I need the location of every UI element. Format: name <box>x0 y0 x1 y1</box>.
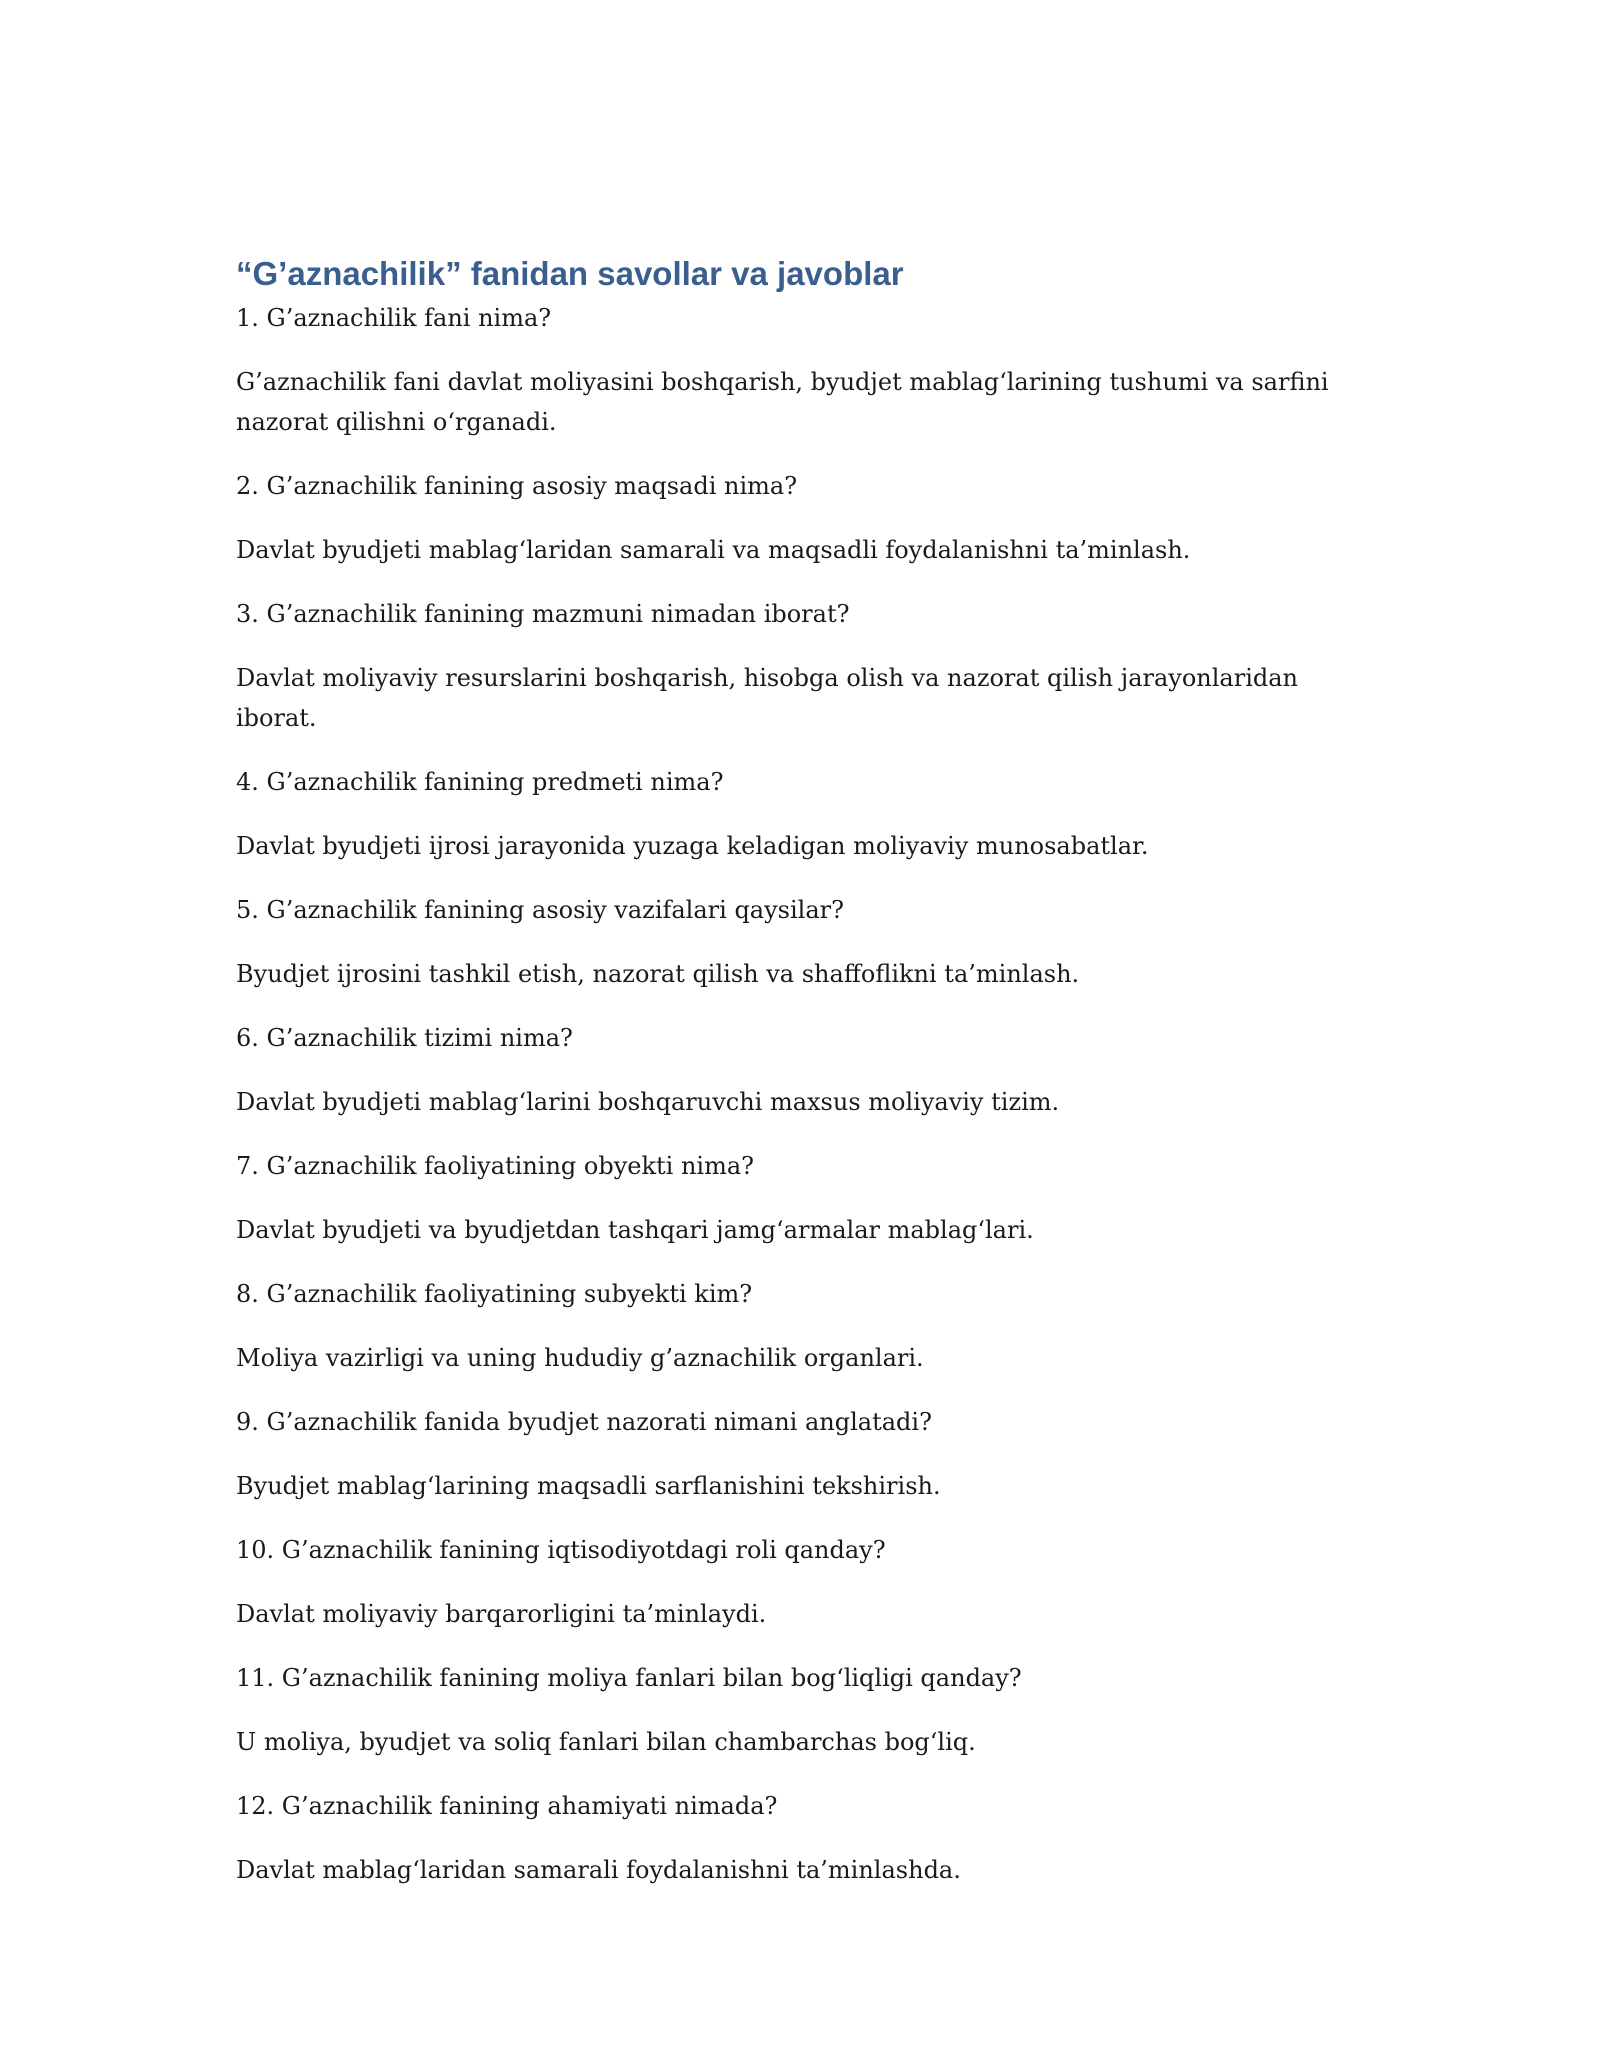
answer-9: Byudjet mablag‘larining maqsadli sarflanishini tekshirish. <box>236 1472 941 1500</box>
answer-1: G’aznachilik fani davlat moliyasini boshqarish, byudjet mablag‘larining tushumi va sarfini nazorat qilishni o‘rganadi. <box>236 368 1329 436</box>
answer-8: Moliya vazirligi va uning hududiy g’aznachilik organlari. <box>236 1344 924 1372</box>
qa-item-6 <box>236 1018 1386 1122</box>
qa-item-8 <box>236 1274 1386 1378</box>
qa-item-4 <box>236 762 1386 866</box>
question-9: 9. G’aznachilik fanida byudjet nazorati nimani anglatadi? <box>236 1408 932 1436</box>
qa-item-11 <box>236 1658 1386 1762</box>
qa-item-2 <box>236 466 1386 570</box>
qa-list <box>236 298 1386 1890</box>
answer-10: Davlat moliyaviy barqarorligini ta’minlaydi. <box>236 1600 767 1628</box>
question-10: 10. G’aznachilik fanining iqtisodiyotdagi roli qanday? <box>236 1536 886 1564</box>
question-3: 3. G’aznachilik fanining mazmuni nimadan iborat? <box>236 600 850 628</box>
question-7: 7. G’aznachilik faoliyatining obyekti nima? <box>236 1152 755 1180</box>
question-5: 5. G’aznachilik fanining asosiy vazifalari qaysilar? <box>236 896 844 924</box>
answer-11: U moliya, byudjet va soliq fanlari bilan chambarchas bog‘liq. <box>236 1728 976 1756</box>
qa-item-7 <box>236 1146 1386 1250</box>
document-page <box>236 252 1386 1914</box>
question-2: 2. G’aznachilik fanining asosiy maqsadi nima? <box>236 472 798 500</box>
answer-5: Byudjet ijrosini tashkil etish, nazorat qilish va shaffoflikni ta’minlash. <box>236 960 1080 988</box>
qa-item-3 <box>236 594 1386 738</box>
question-6: 6. G’aznachilik tizimi nima? <box>236 1024 573 1052</box>
answer-12: Davlat mablag‘laridan samarali foydalanishni ta’minlashda. <box>236 1856 961 1884</box>
document-title: “G’aznachilik” fanidan savollar va javoblar <box>236 255 904 292</box>
question-1: 1. G’aznachilik fani nima? <box>236 304 552 332</box>
question-11: 11. G’aznachilik fanining moliya fanlari bilan bog‘liqligi qanday? <box>236 1664 1022 1692</box>
answer-4: Davlat byudjeti ijrosi jarayonida yuzaga keladigan moliyaviy munosabatlar. <box>236 832 1149 860</box>
question-4: 4. G’aznachilik fanining predmeti nima? <box>236 768 724 796</box>
answer-6: Davlat byudjeti mablag‘larini boshqaruvchi maxsus moliyaviy tizim. <box>236 1088 1060 1116</box>
qa-item-5 <box>236 890 1386 994</box>
answer-7: Davlat byudjeti va byudjetdan tashqari jamg‘armalar mablag‘lari. <box>236 1216 1034 1244</box>
answer-2: Davlat byudjeti mablag‘laridan samarali va maqsadli foydalanishni ta’minlash. <box>236 536 1191 564</box>
qa-item-9 <box>236 1402 1386 1506</box>
question-8: 8. G’aznachilik faoliyatining subyekti kim? <box>236 1280 753 1308</box>
answer-3: Davlat moliyaviy resurslarini boshqarish, hisobga olish va nazorat qilish jarayonlaridan iborat. <box>236 664 1299 732</box>
qa-item-12 <box>236 1786 1386 1890</box>
question-12: 12. G’aznachilik fanining ahamiyati nimada? <box>236 1792 778 1820</box>
qa-item-1 <box>236 298 1386 442</box>
qa-item-10 <box>236 1530 1386 1634</box>
